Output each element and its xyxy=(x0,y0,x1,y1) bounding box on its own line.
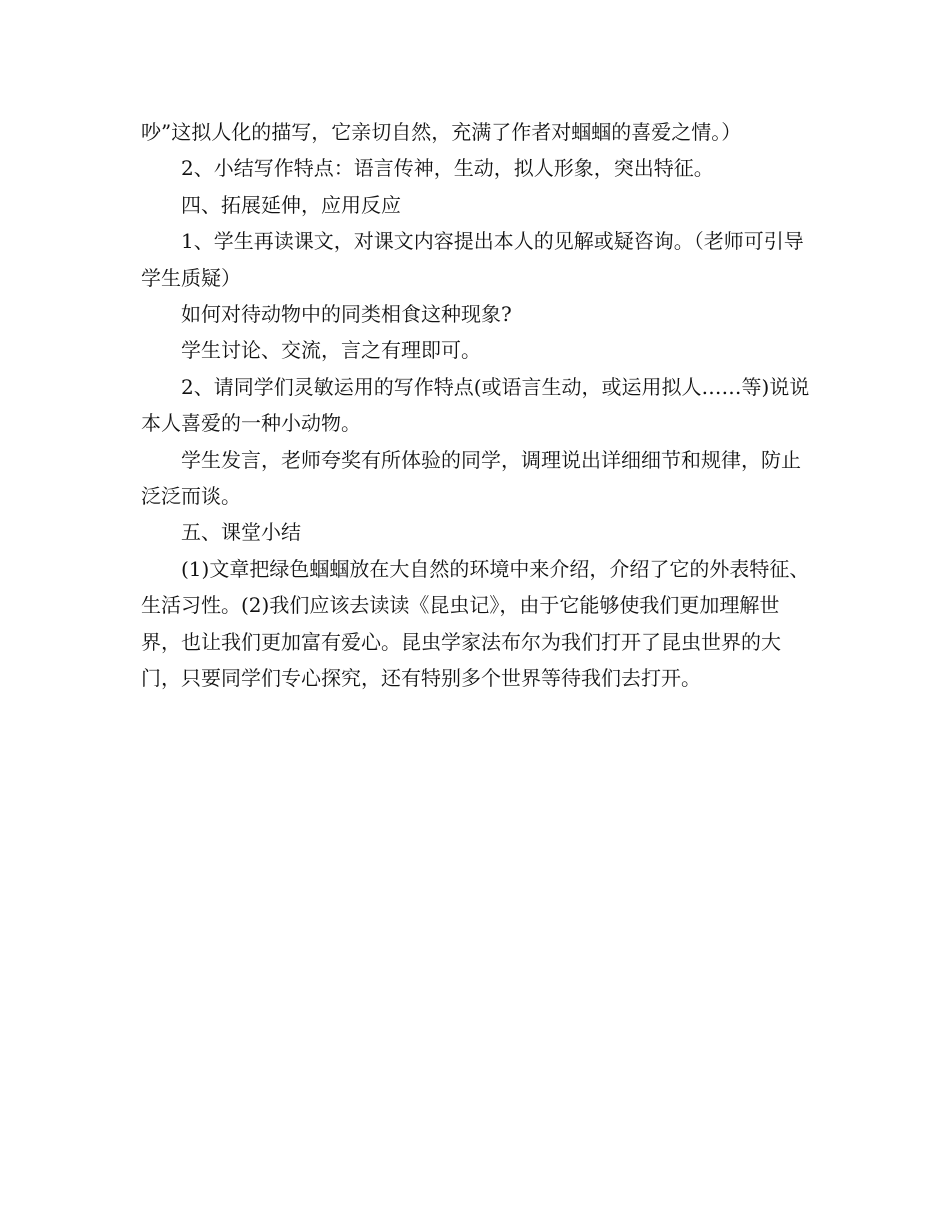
paragraph-continuation: 吵”这拟人化的描写，它亲切自然，充满了作者对蝈蝈的喜爱之情。） xyxy=(141,120,742,144)
paragraph-discussion: 学生讨论、交流，言之有理即可。 xyxy=(181,338,481,363)
document-body xyxy=(141,114,817,697)
section-heading-summary: 五、课堂小结 xyxy=(181,520,301,545)
paragraph-describe-animal: 2、请同学们灵敏运用的写作特点(或语言生动，或运用拟人……等)说说本人喜爱的一种小动物。 xyxy=(141,374,810,436)
paragraph-reread-text: 1、学生再读课文，对课文内容提出本人的见解或疑咨询。（老师可引导学生质疑） xyxy=(141,229,804,290)
paragraph-writing-features: 2、小结写作特点：语言传神，生动，拟人形象，突出特征。 xyxy=(181,156,714,181)
paragraph-student-speech: 学生发言，老师夸奖有所体验的同学，调理说出详细细节和规律，防止泛泛而谈。 xyxy=(141,447,801,509)
paragraph-question: 如何对待动物中的同类相食这种现象? xyxy=(181,302,512,327)
section-heading-extension: 四、拓展延伸，应用反应 xyxy=(181,192,401,217)
paragraph-summary: (1)文章把绿色蝈蝈放在大自然的环境中来介绍，介绍了它的外表特征、生活习性。(2)我们应该去读读《昆虫记》，由于它能够使我们更加理解世界，也让我们更加富有爱心。昆虫学家法布尔为我们打开了昆虫世界的大门，只要同学们专心探究，还有特别多个世界等待我们去打开。 xyxy=(141,556,810,691)
